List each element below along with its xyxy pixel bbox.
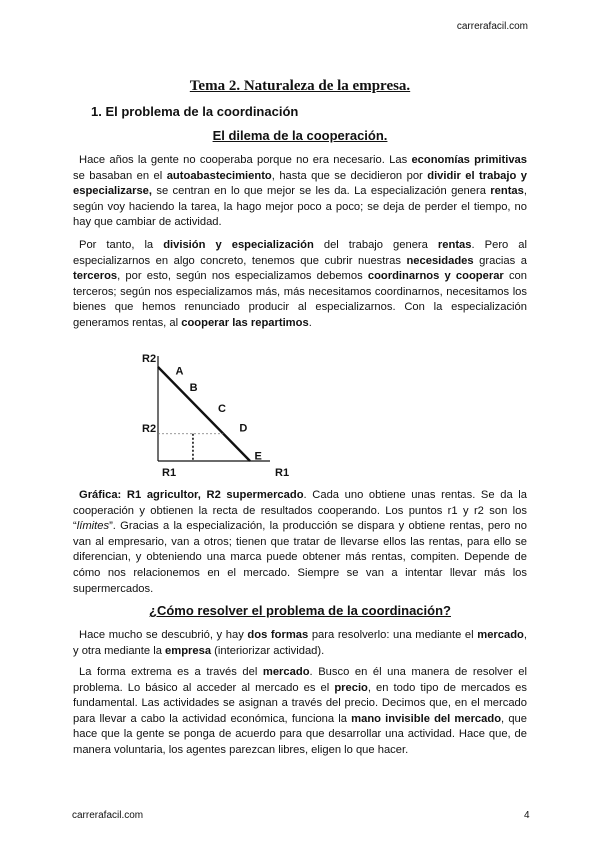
bold-text: necesidades: [406, 254, 474, 267]
bold-text: dividir el trabajo y especializarse,: [73, 169, 528, 198]
text-run: Hace años la gente no cooperaba porque no era necesario. Las: [79, 154, 412, 166]
text-run: para resolverlo: una mediante el: [308, 629, 478, 641]
text-run: Por tanto, la: [79, 239, 164, 251]
bold-text: dos formas: [247, 629, 309, 641]
header-site: carrerafacil.com: [456, 21, 528, 32]
bold-text: precio: [334, 681, 368, 694]
text-run: .: [308, 316, 312, 329]
y-tick-label: R2: [142, 423, 157, 435]
paragraph-5: [73, 665, 527, 759]
x-axis-label: R1: [275, 467, 290, 479]
bold-text: Gráfica: R1 agricultor, R2 supermercado: [79, 489, 304, 501]
text-run: Hace mucho se descubrió, y hay: [79, 629, 248, 641]
text-run: se centran en lo que mejor se les da. La especialización genera: [152, 185, 491, 198]
bold-text: autoabastecimiento: [166, 169, 272, 182]
cooperation-chart: [130, 346, 310, 480]
text-run: , y otra mediante la: [73, 629, 527, 657]
text-run: , según voy haciendo la tarea, la hago mejor poco a poco; se deja de perder el tiempo, no hay que cambiar de actividad.: [73, 185, 527, 229]
page-number: 4: [524, 810, 530, 821]
text-run: La forma extrema es a través del: [79, 666, 263, 678]
bold-text: rentas: [437, 239, 472, 251]
x-tick-label: R1: [162, 467, 177, 479]
text-run: , por esto, según nos especializamos debemos: [117, 270, 368, 283]
results-line: [158, 367, 250, 461]
page-title: Tema 2. Naturaleza de la empresa.: [189, 78, 411, 94]
bold-text: empresa: [165, 644, 212, 657]
text-run: se basaban en el: [73, 169, 167, 182]
text-run: con terceros; según nos especializamos más, más necesitamos coordinarnos, necesitamos los bienes que hemos renunciado producir al especializarnos. Con la especialización generamos rentas, al: [73, 270, 527, 329]
text-run: , en todo tipo de mercados es fundamental. Las actividades se asignan a través del precio. Decimos que, en el mercado para llevar a cabo la actividad económica, funciona la: [73, 681, 527, 725]
bold-text: división y especialización: [163, 239, 314, 251]
text-run: gracias a: [473, 254, 527, 267]
point-label-c: C: [218, 403, 226, 415]
text-run: , que hace que la gente se ponga de acuerdo para que desarrollar una actividad. Hace que, de manera voluntaria, los agentes parezcan libres, eligen lo que hacer.: [73, 712, 527, 756]
text-run: . Pero al especializarnos en algo concreto, tenemos que cubrir nuestras: [73, 239, 527, 267]
section-heading: 1. El problema de la coordinación: [91, 104, 299, 119]
italic-text: límites: [76, 520, 110, 533]
bold-text: coordinarnos y cooperar: [367, 270, 504, 283]
paragraph-4: [73, 628, 527, 659]
bold-text: economías primitivas: [411, 154, 527, 166]
bold-text: mano invisible del mercado: [351, 712, 502, 725]
point-label-b: B: [189, 382, 198, 395]
point-label-d: D: [239, 422, 248, 435]
paragraph-2: [73, 238, 527, 332]
paragraph-3: [73, 488, 527, 597]
bold-text: mercado: [262, 666, 310, 678]
footer-site: carrerafacil.com: [72, 810, 144, 821]
text-run: (interiorizar actividad).: [211, 644, 325, 657]
subheading-cooperation: El dilema de la cooperación.: [212, 128, 388, 143]
point-label-e: E: [254, 450, 262, 463]
text-run: . Busco en él una manera de resolver el problema. Lo básico al acceder al mercado es el: [73, 666, 527, 694]
text-run: del trabajo genera: [313, 239, 438, 251]
subheading-coordination: ¿Cómo resolver el problema de la coordinación?: [149, 603, 451, 618]
y-axis-label: R2: [142, 353, 157, 365]
paragraph-1: [73, 153, 527, 231]
text-run: . Cada uno obtiene unas rentas. Se da la cooperación y obtienen la recta de resultados cooperando. Los puntos r1 y r2 son los “: [73, 489, 527, 533]
text-run: , hasta que se decidieron por: [271, 169, 428, 182]
bold-text: mercado: [477, 629, 524, 641]
bold-text: terceros: [73, 270, 118, 283]
text-run: ”. Gracias a la especialización, la producción se dispara y obtiene rentas, pero no van al empresario, van a otros; tienen que tratar de llevarse ellos las rentas, para ello se diferencian, y obteniendo una marca puede obtener más rentas, compiten. Depende de cómo nos relacionemos en el mercado. Siempre se van a intentar llevar más los supermercados.: [73, 520, 527, 595]
point-label-a: A: [175, 365, 184, 378]
bold-text: cooperar las repartimos: [181, 316, 309, 329]
bold-text: rentas: [490, 185, 524, 198]
